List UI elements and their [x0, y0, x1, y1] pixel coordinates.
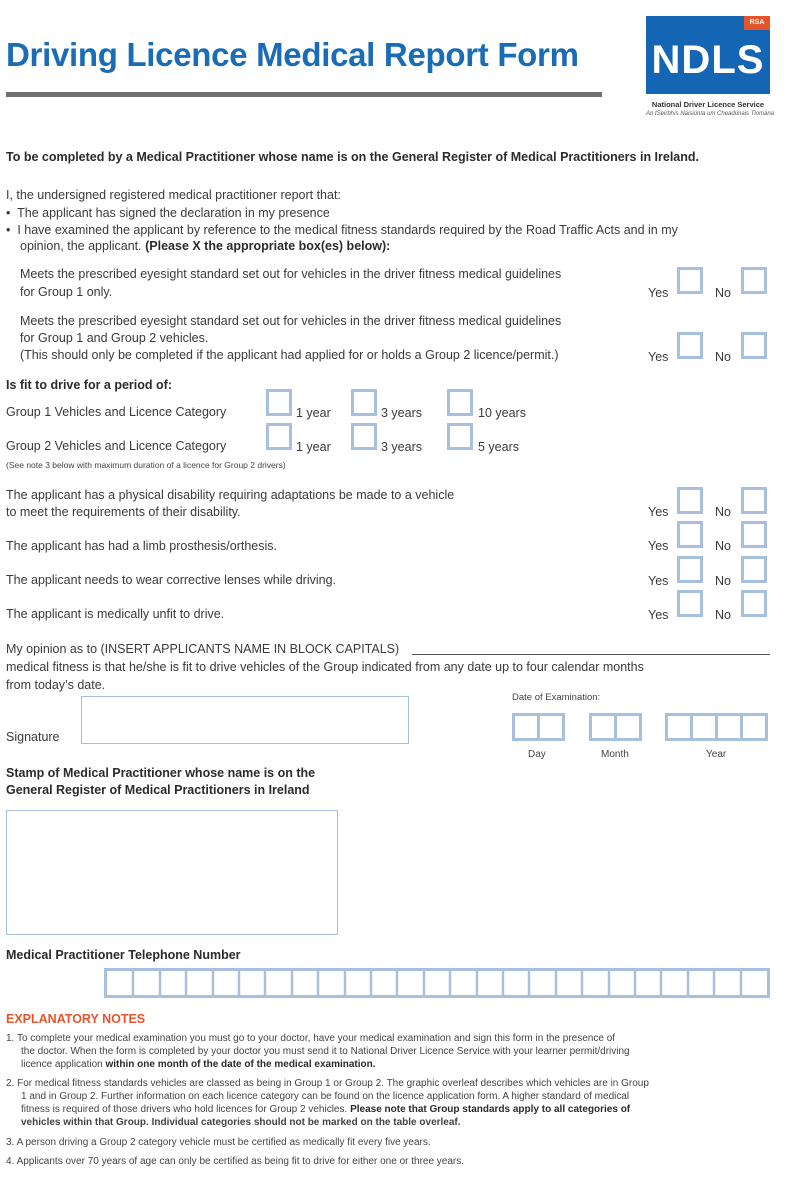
year-digit-1[interactable] [665, 713, 693, 741]
telephone-digit-grid [107, 971, 767, 995]
logo-text: NDLS [651, 38, 765, 82]
signature-field[interactable] [81, 696, 409, 744]
note-1-line1: 1. To complete your medical examination you must go to your doctor, have your medical examination and sign this form in the presence of [6, 1033, 616, 1044]
yes-label: Yes [648, 350, 669, 364]
note-3: 3. A person driving a Group 2 category vehicle must be certified as medically fit every five years. [6, 1137, 431, 1148]
declaration-bullet-2-cont: opinion, the applicant. (Please X the appropriate box(es) below): [20, 239, 391, 253]
month-digit-1[interactable] [589, 713, 617, 741]
group1-option-label: 1 year [296, 406, 331, 420]
eyesight-q2-line3: (This should only be completed if the applicant had applied for or holds a Group 2 licence/permit.) [20, 348, 559, 362]
eyesight-q2-line1: Meets the prescribed eyesight standard set out for vehicles in the driver fitness medical guidelines [20, 314, 562, 328]
telephone-label: Medical Practitioner Telephone Number [6, 948, 241, 962]
note-2-line4: vehicles within that Group. Individual categories should not be marked on the table overleaf. [21, 1117, 461, 1128]
disability-no-checkbox[interactable] [741, 487, 767, 514]
prosthesis-question: The applicant has had a limb prosthesis/orthesis. [6, 539, 277, 553]
group1-1-year-checkbox[interactable] [266, 389, 292, 416]
lenses-yes-checkbox[interactable] [677, 556, 703, 583]
disability-yes-checkbox[interactable] [677, 487, 703, 514]
intro-text: To be completed by a Medical Practitioner whose name is on the General Register of Medical Practitioners in Ireland. [6, 150, 700, 164]
eyesight-group1-yes-checkbox[interactable] [677, 267, 703, 294]
month-digit-2[interactable] [614, 713, 642, 741]
eyesight-group2-no-checkbox[interactable] [741, 332, 767, 359]
group1-option-label: 3 years [381, 406, 422, 420]
day-digit-1[interactable] [512, 713, 540, 741]
no-label: No [715, 350, 731, 364]
note-2-line1: 2. For medical fitness standards vehicles are classed as being in Group 1 or Group 2. The graphic overleaf describes which vehicles are in Group [6, 1078, 649, 1089]
no-label: No [715, 286, 731, 300]
note-1-line2: the doctor. When the form is completed by your doctor you must send it to National Driver Licence Service with your learner permit/driving [21, 1046, 630, 1057]
no-label: No [715, 608, 731, 622]
yes-label: Yes [648, 539, 669, 553]
group1-3-years-checkbox[interactable] [351, 389, 377, 416]
group2-1-year-checkbox[interactable] [266, 423, 292, 450]
prosthesis-no-checkbox[interactable] [741, 521, 767, 548]
stamp-field[interactable] [6, 810, 338, 935]
disability-line1: The applicant has a physical disability requiring adaptations be made to a vehicle [6, 488, 455, 502]
yes-label: Yes [648, 608, 669, 622]
date-of-examination-label: Date of Examination: [512, 692, 601, 703]
no-label: No [715, 539, 731, 553]
stamp-line2: General Register of Medical Practitioners in Ireland [6, 783, 310, 797]
form-title: Driving Licence Medical Report Form [6, 36, 579, 73]
group1-label: Group 1 Vehicles and Licence Category [6, 405, 227, 419]
no-label: No [715, 505, 731, 519]
year-digit-3[interactable] [715, 713, 743, 741]
unfit-no-checkbox[interactable] [741, 590, 767, 617]
group2-label: Group 2 Vehicles and Licence Category [6, 439, 227, 453]
title-divider [6, 92, 602, 97]
declaration-lead: I, the undersigned registered medical practitioner report that: [6, 188, 341, 202]
group2-option-label: 3 years [381, 440, 422, 454]
ndls-logo [646, 16, 770, 94]
group2-3-years-checkbox[interactable] [351, 423, 377, 450]
yes-label: Yes [648, 505, 669, 519]
period-note: (See note 3 below with maximum duration of a licence for Group 2 drivers) [6, 460, 286, 470]
unfit-question: The applicant is medically unfit to drive. [6, 607, 225, 621]
group2-option-label: 1 year [296, 440, 331, 454]
group1-option-label: 10 years [478, 406, 526, 420]
eyesight-q1-line1: Meets the prescribed eyesight standard set out for vehicles in the driver fitness medical guidelines [20, 267, 562, 281]
year-digit-2[interactable] [690, 713, 718, 741]
lenses-question: The applicant needs to wear corrective lenses while driving. [6, 573, 337, 587]
applicant-name-line[interactable] [412, 654, 770, 655]
eyesight-q2-line2: for Group 1 and Group 2 vehicles. [20, 331, 209, 345]
yes-label: Yes [648, 574, 669, 588]
period-heading: Is fit to drive for a period of: [6, 378, 172, 392]
logo-subtitle: National Driver Licence Service [651, 100, 765, 109]
eyesight-group2-yes-checkbox[interactable] [677, 332, 703, 359]
declaration-bullet-2: • I have examined the applicant by reference to the medical fitness standards required by the Road Traffic Acts and in my [6, 223, 678, 237]
notes-title: EXPLANATORY NOTES [6, 1012, 146, 1026]
disability-line2: to meet the requirements of their disability. [6, 505, 241, 519]
day-label: Day [528, 749, 546, 760]
signature-label: Signature [6, 730, 60, 744]
group2-option-label: 5 years [478, 440, 519, 454]
unfit-yes-checkbox[interactable] [677, 590, 703, 617]
opinion-line1: My opinion as to (INSERT APPLICANTS NAME IN BLOCK CAPITALS) [6, 642, 400, 656]
logo-subtitle-irish: An tSeirbhís Náisiúnta um Cheadúnais Tiomána [646, 111, 775, 117]
telephone-field[interactable] [104, 968, 770, 998]
lenses-no-checkbox[interactable] [741, 556, 767, 583]
prosthesis-yes-checkbox[interactable] [677, 521, 703, 548]
month-label: Month [601, 749, 629, 760]
opinion-line3: from today’s date. [6, 678, 106, 692]
eyesight-group1-no-checkbox[interactable] [741, 267, 767, 294]
year-digit-4[interactable] [740, 713, 768, 741]
no-label: No [715, 574, 731, 588]
rsa-badge: RSA [744, 16, 770, 30]
year-label: Year [706, 749, 727, 760]
group2-5-years-checkbox[interactable] [447, 423, 473, 450]
note-1-line3: licence application within one month of the date of the medical examination. [21, 1059, 376, 1070]
note-2-line3: fitness is required of those drivers who hold licences for Group 2 vehicles. Please note that Group standards apply to all categories of [21, 1104, 631, 1115]
stamp-line1: Stamp of Medical Practitioner whose name is on the [6, 766, 316, 780]
eyesight-q1-line2: for Group 1 only. [20, 285, 113, 299]
yes-label: Yes [648, 286, 669, 300]
day-digit-2[interactable] [537, 713, 565, 741]
note-4: 4. Applicants over 70 years of age can only be certified as being fit to drive for either one or three years. [6, 1156, 465, 1167]
group1-10-years-checkbox[interactable] [447, 389, 473, 416]
note-2-line2: 1 and in Group 2. Further information on each licence category can be found on the licence application form. A higher standard of medical [21, 1091, 630, 1102]
opinion-line2: medical fitness is that he/she is fit to drive vehicles of the Group indicated from any date up to four calendar months [6, 660, 644, 674]
declaration-bullet-1: • The applicant has signed the declaration in my presence [6, 206, 330, 220]
